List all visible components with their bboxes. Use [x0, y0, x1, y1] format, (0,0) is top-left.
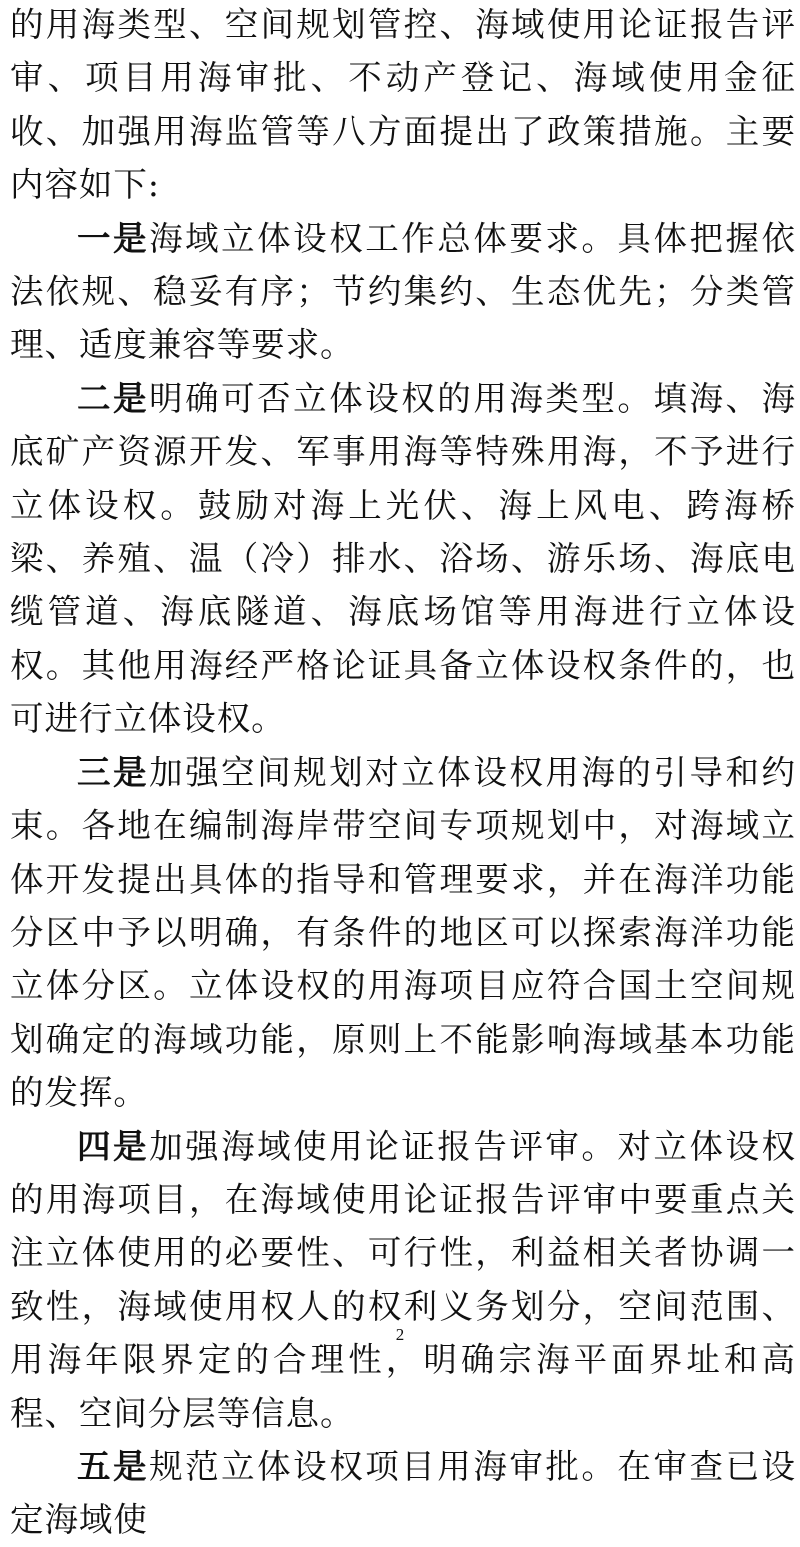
page-number: 2 [395, 1325, 405, 1344]
paragraph-lead: 一是 [77, 218, 150, 258]
paragraph-point-4 [10, 1120, 796, 1440]
paragraph-text: 海域立体设权工作总体要求。具体把握依法依规、稳妥有序；节约集约、生态优先；分类管理、适度兼容等要求。 [10, 218, 796, 365]
paragraph-text: 规范立体设权项目用海审批。在审查已设定海域使 [10, 1446, 796, 1540]
paragraph-text: 加强空间规划对立体设权用海的引导和约束。各地在编制海岸带空间专项规划中，对海域立体开发提出具体的指导和管理要求，并在海洋功能分区中予以明确，有条件的地区可以探索海洋功能立体分区。立体设权的用海项目应符合国土空间规划确定的海域功能，原则上不能影响海域基本功能的发挥。 [10, 752, 796, 1113]
paragraph-lead: 二是 [77, 378, 150, 418]
paragraph-lead: 四是 [77, 1126, 150, 1166]
paragraph-point-3 [10, 746, 796, 1120]
paragraph-point-1 [10, 212, 796, 372]
body-text [10, 0, 796, 1547]
paragraph-point-5 [10, 1440, 796, 1547]
paragraph-text: 的用海类型、空间规划管控、海域使用论证报告评审、项目用海审批、不动产登记、海域使用金征收、加强用海监管等八方面提出了政策措施。主要内容如下: [10, 5, 796, 205]
paragraph-text: 明确可否立体设权的用海类型。填海、海底矿产资源开发、军事用海等特殊用海，不予进行立体设权。鼓励对海上光伏、海上风电、跨海桥梁、养殖、温（冷）排水、浴场、游乐场、海底电缆管道、海底隧道、海底场馆等用海进行立体设权。其他用海经严格论证具备立体设权条件的，也可进行立体设权。 [10, 378, 796, 739]
paragraph-point-2 [10, 372, 796, 746]
paragraph-lead: 五是 [77, 1446, 150, 1486]
paragraph-lead: 三是 [77, 752, 150, 792]
paragraph-text: 加强海域使用论证报告评审。对立体设权的用海项目，在海域使用论证报告评审中要重点关注立体使用的必要性、可行性，利益相关者协调一致性，海域使用权人的权利义务划分，空间范围、用海年限界定的合理性，明确宗海平面界址和高程、空间分层等信息。 [10, 1126, 796, 1433]
paragraph-intro [10, 0, 796, 212]
